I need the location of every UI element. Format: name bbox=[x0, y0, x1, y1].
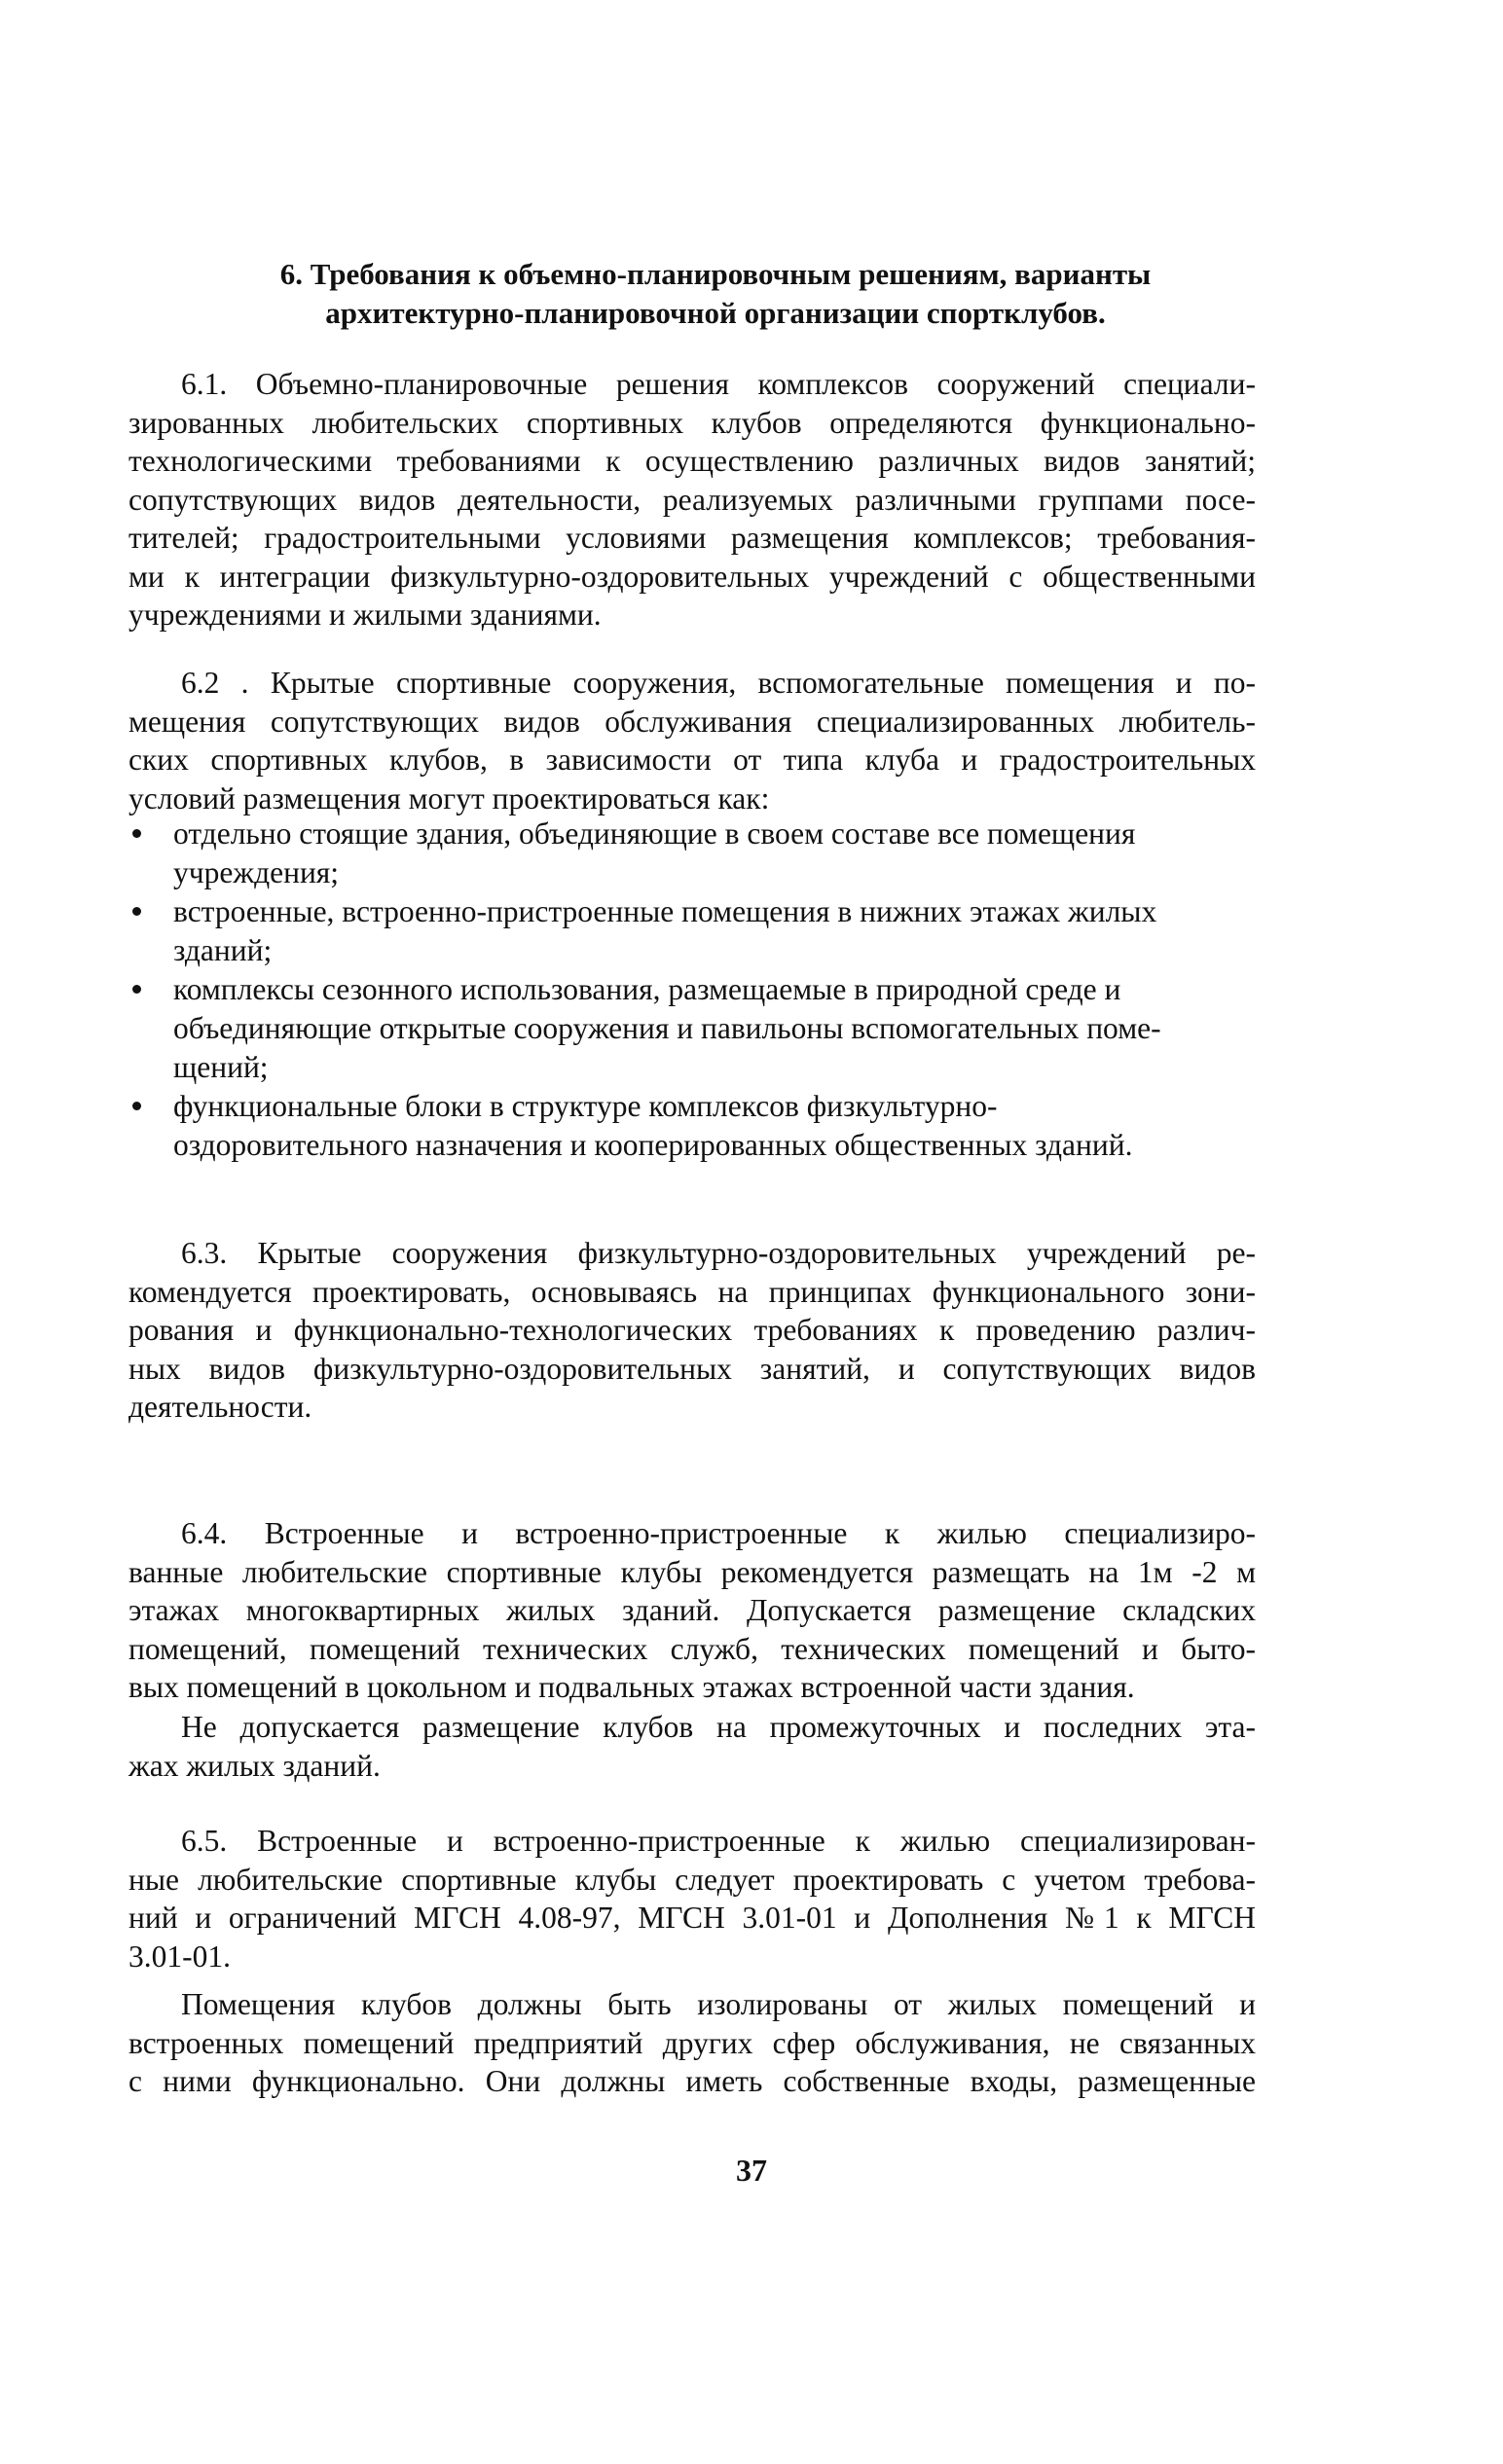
bullet-icon bbox=[132, 829, 141, 838]
text-line: 3.01-01. bbox=[128, 1939, 231, 1974]
text-line: отдельно стоящие здания, объединяющие в своем составе все помещения bbox=[173, 816, 1136, 851]
text-line: объединяющие открытые сооружения и павильоны вспомогательных поме- bbox=[173, 1011, 1161, 1045]
text-line: рования и функционально-технологических требованиях к проведению различ- bbox=[128, 1313, 1256, 1347]
section-heading-line: архитектурно-планировочной организации спортклубов. bbox=[325, 296, 1106, 330]
text-line: мещения сопутствующих видов обслуживания специализированных любитель- bbox=[128, 704, 1256, 739]
text-line: сопутствующих видов деятельности, реализуемых различными группами посе- bbox=[128, 482, 1256, 517]
text-line: комендуется проектировать, основываясь на принципах функционального зони- bbox=[128, 1274, 1256, 1309]
text-line: зданий; bbox=[173, 933, 273, 967]
bullet-list bbox=[128, 815, 1256, 1165]
text-line: ные любительские спортивные клубы следует проектировать с учетом требова- bbox=[128, 1862, 1256, 1897]
text-line: Не допускается размещение клубов на промежуточных и последних эта- bbox=[181, 1710, 1256, 1744]
text-line: учреждениями и жилыми зданиями. bbox=[128, 598, 602, 632]
text-line: жах жилых зданий. bbox=[128, 1748, 381, 1783]
section-heading-line: 6. Требования к объемно-планировочным решениям, варианты bbox=[279, 257, 1152, 291]
text-line: вых помещений в цокольном и подвальных этажах встроенной части здания. bbox=[128, 1670, 1135, 1704]
text-line: 6.4. Встроенные и встроенно-пристроенные к жилью специализиро- bbox=[181, 1516, 1256, 1550]
paragraph-6-5 bbox=[128, 1822, 1256, 1975]
list-item bbox=[128, 892, 1256, 970]
text-line: ний и ограничений МГСН 4.08-97, МГСН 3.01-01 и Дополнения №1 к МГСН bbox=[128, 1901, 1256, 1935]
text-line: щений; bbox=[173, 1050, 269, 1084]
text-line: ванные любительские спортивные клубы рекомендуется размещать на 1м -2 м bbox=[128, 1554, 1256, 1589]
text-line: 6.2 . Крытые спортивные сооружения, вспомогательные помещения и по- bbox=[181, 666, 1256, 700]
text-line: ми к интеграции физкультурно-оздоровительных учреждений с общественными bbox=[128, 559, 1256, 594]
page-number: 37 bbox=[736, 2153, 767, 2188]
text-line: условий размещения могут проектироваться как: bbox=[128, 780, 770, 815]
paragraph-6-1 bbox=[128, 365, 1256, 634]
list-item bbox=[128, 970, 1256, 1087]
text-line: встроенных помещений предприятий других сфер обслуживания, не связанных bbox=[128, 2025, 1256, 2060]
text-line: ных видов физкультурно-оздоровительных занятий, и сопутствующих видов bbox=[128, 1351, 1256, 1386]
bullet-icon bbox=[132, 907, 141, 916]
text-line: 6.1. Объемно-планировочные решения комплексов сооружений специали- bbox=[181, 367, 1256, 401]
paragraph-6-4-note bbox=[128, 1708, 1256, 1785]
text-line: комплексы сезонного использования, размещаемые в природной среде и bbox=[173, 972, 1121, 1006]
list-item bbox=[128, 815, 1256, 892]
text-line: 6.5. Встроенные и встроенно-пристроенные к жилью специализирован- bbox=[181, 1824, 1256, 1858]
text-line: помещений, помещений технических служб, технических помещений и быто- bbox=[128, 1631, 1256, 1666]
paragraph-6-3 bbox=[128, 1234, 1256, 1427]
bullet-icon bbox=[132, 1102, 141, 1110]
text-line: с ними функционально. Они должны иметь собственные входы, размещенные bbox=[128, 2064, 1256, 2098]
text-line: зированных любительских спортивных клубов определяются функционально- bbox=[128, 405, 1256, 440]
text-line: учреждения; bbox=[173, 855, 340, 889]
list-item bbox=[128, 1087, 1256, 1165]
section-heading bbox=[175, 255, 1256, 333]
text-line: ских спортивных клубов, в зависимости от типа клуба и градостроительных bbox=[128, 743, 1256, 777]
text-line: функциональные блоки в структуре комплексов физкультурно- bbox=[173, 1089, 998, 1123]
paragraph-6-2 bbox=[128, 664, 1256, 817]
text-line: этажах многоквартирных жилых зданий. Допускается размещение складских bbox=[128, 1593, 1256, 1627]
text-line: тителей; градостроительными условиями размещения комплексов; требования- bbox=[128, 521, 1256, 555]
paragraph-6-5-isolation bbox=[128, 1985, 1256, 2101]
text-line: технологическими требованиями к осуществлению различных видов занятий; bbox=[128, 444, 1256, 478]
bullet-icon bbox=[132, 985, 141, 994]
text-line: встроенные, встроенно-пристроенные помещения в нижних этажах жилых bbox=[173, 894, 1157, 928]
text-line: 6.3. Крытые сооружения физкультурно-оздоровительных учреждений ре- bbox=[181, 1236, 1256, 1270]
text-line: оздоровительного назначения и кооперированных общественных зданий. bbox=[173, 1128, 1133, 1162]
text-line: деятельности. bbox=[128, 1390, 312, 1424]
text-line: Помещения клубов должны быть изолированы от жилых помещений и bbox=[181, 1987, 1256, 2021]
paragraph-6-4 bbox=[128, 1514, 1256, 1707]
